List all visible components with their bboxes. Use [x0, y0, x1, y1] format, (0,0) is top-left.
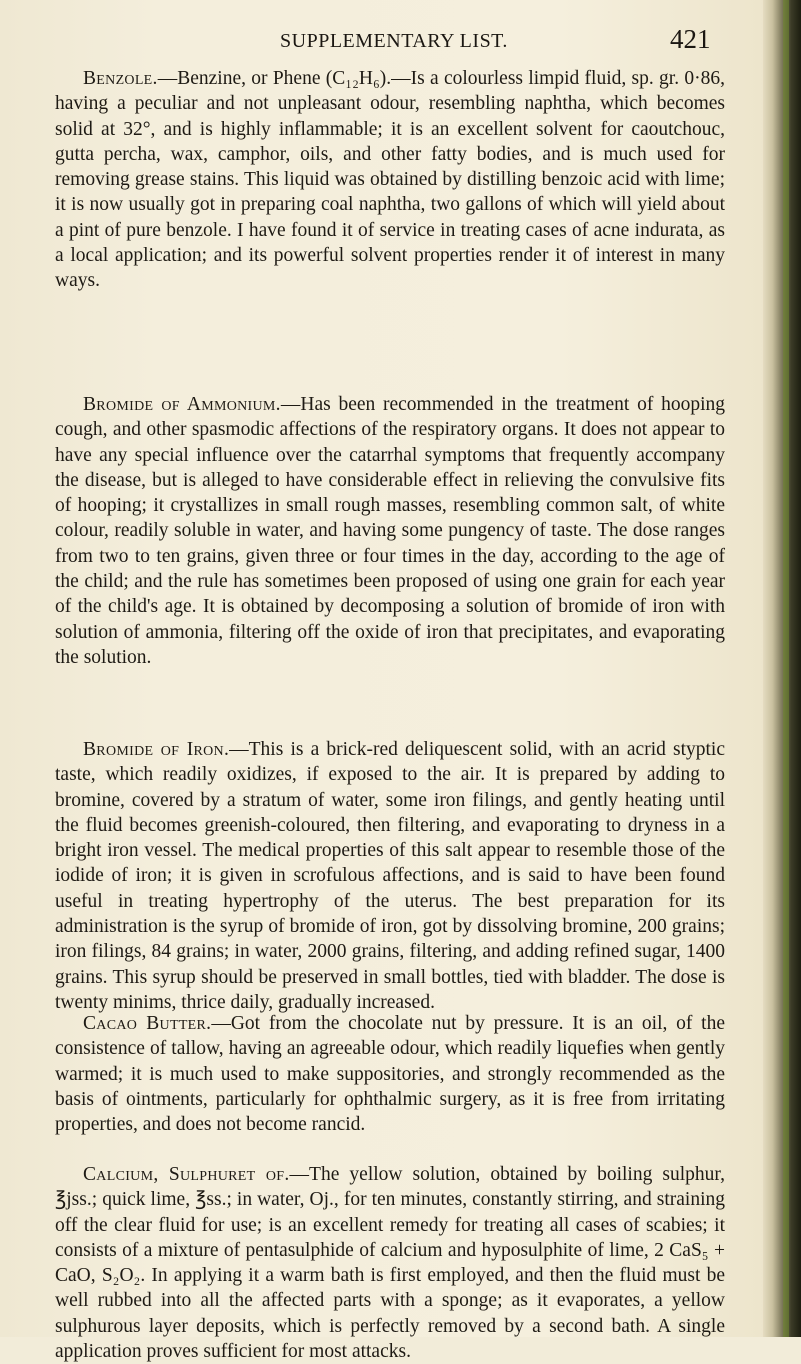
entry-body: —Has been recommended in the treatment of hooping cough, and other spasmodic affections of the respiratory organs. It does not appear to have any special influence over the catarrhal symptoms that frequently accompany the disease, but is alleged to have considerable effect in relieving the convulsive fits of hooping; it crystallizes in small rough masses, resembling common salt, of white colour, readily soluble in water, and having some pungency of taste. The dose ranges from two to ten grains, given three or four times in the day, according to the age of the child; and the rule has sometimes been proposed of using one grain for each year of the child's age. It is obtained by decomposing a solution of bromide of iron with solution of ammonia, filtering off the oxide of iron that precipitates, and evaporating the solution.	[55, 394, 726, 668]
entry-calcium-sulphuret	[55, 1162, 725, 1364]
page-gutter-shadow	[763, 0, 801, 1337]
entry-body: —The yellow solution, obtained by boiling sulphur, ℥jss.; quick lime, ℥ss.; in water, Oj., for ten minutes, constantly stirring, and straining off the clear fluid for use; is an excellent remedy for treating all cases of scabies; it consists of a mixture of pentasulphide of calcium and hyposulphite of lime, 2 CaS₅ + CaO, S₂O₂. In applying it a warm bath is first employed, and then the fluid must be well rubbed into all the affected parts with a sponge; as it evaporates, a yellow sulphurous layer deposits, which is perfectly removed by a second bath. A single application proves sufficient for most attacks.	[55, 1164, 725, 1363]
entry-heading: Cacao Butter.	[83, 1013, 212, 1034]
entry-body: —Got from the chocolate nut by pressure. It is an oil, of the consistence of tallow, having an agreeable odour, which readily liquefies when gently warmed; it is much used to make suppositories, and strongly recommended as the basis of ointments, particularly for ophthalmic surgery, as it is free from irritating properties, and does not become rancid.	[55, 1013, 725, 1136]
entry-heading: Benzole.	[83, 68, 158, 89]
entry-bromide-of-ammonium	[55, 392, 725, 670]
entry-body: —Benzine, or Phene (C₁₂H₆).—Is a colourless limpid fluid, sp. gr. 0·86, having a peculiar and not unpleasant odour, resembling naphtha, which becomes solid at 32°, and is highly inflammable; it is an excellent solvent for caoutchouc, gutta percha, wax, camphor, oils, and other fatty bodies, and is much used for removing grease stains. This liquid was obtained by distilling benzoic acid with lime; it is now usually got in preparing coal naphtha, two gallons of which will yield about a pint of pure benzole. I have found it of service in treating cases of acne indurata, as a local application; and its powerful solvent properties render it of interest in many ways.	[55, 68, 725, 292]
entry-heading: Bromide of Iron.	[83, 739, 230, 760]
entry-bromide-of-iron	[55, 737, 725, 1015]
entry-heading: Calcium, Sulphuret of.	[83, 1164, 290, 1185]
entry-heading: Bromide of Ammonium.	[83, 394, 281, 415]
running-head: SUPPLEMENTARY LIST.	[280, 30, 508, 52]
entry-cacao-butter	[55, 1011, 725, 1137]
entry-body: —This is a brick-red deliquescent solid, with an acrid styptic taste, which readily oxidizes, if exposed to the air. It is prepared by adding to bromine, covered by a stratum of water, some iron filings, and gently heating until the fluid becomes greenish-coloured, then filtering, and evaporating to dryness in a bright iron vessel. The medical properties of this salt appear to resemble those of the iodide of iron; it is given in scrofulous affections, and is said to have been found useful in treating hypertrophy of the uterus. The best preparation for its administration is the syrup of bromide of iron, got by dissolving bromine, 200 grains; iron filings, 84 grains; in water, 2000 grains, filtering, and adding refined sugar, 1400 grains. This syrup should be preserved in small bottles, tied with bladder. The dose is twenty minims, thrice daily, gradually increased.	[55, 739, 725, 1013]
binding-strip	[783, 0, 789, 1337]
page-number: 421	[670, 24, 711, 54]
entry-benzole	[55, 66, 725, 294]
